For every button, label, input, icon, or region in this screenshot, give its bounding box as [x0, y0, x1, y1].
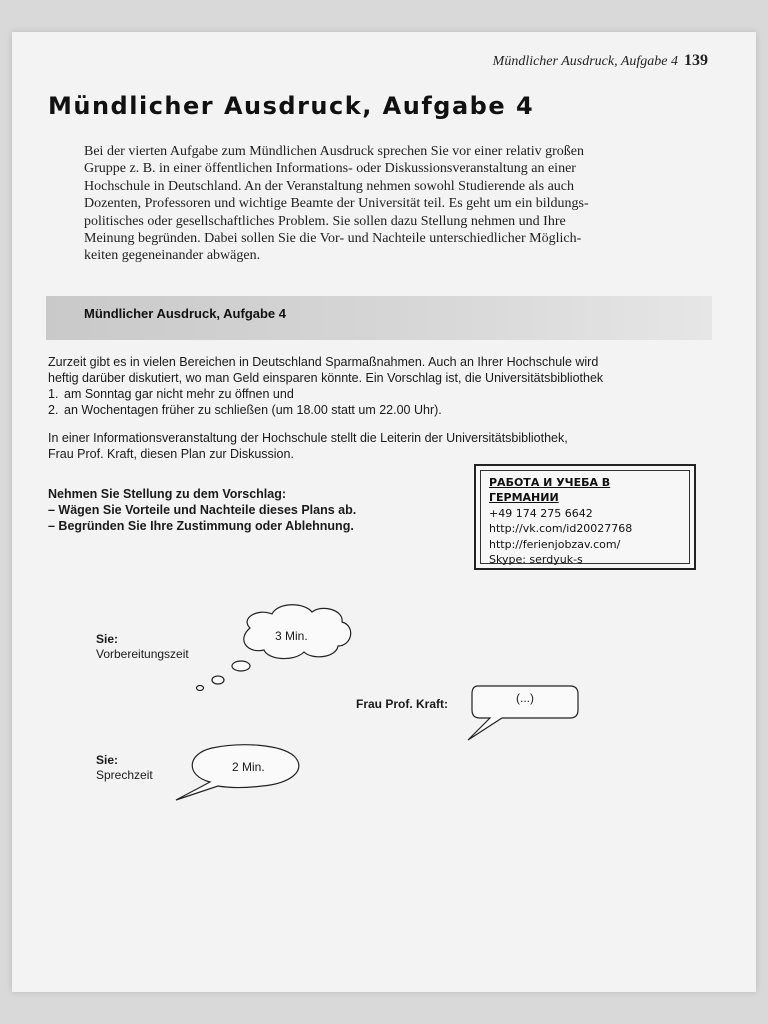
stamp-vk-link[interactable]: http://vk.com/id20027768 [489, 522, 633, 536]
prep-phase: Vorbereitungszeit [96, 647, 189, 661]
intro-line: keiten gegeneinander abwägen. [84, 248, 261, 264]
running-title: Mündlicher Ausdruck, Aufgabe 4 [492, 54, 678, 69]
intro-line: Gruppe z. B. in einer öffentlichen Informations- oder Diskussionsveranstaltung an einer [84, 161, 576, 177]
prep-time-text: 3 Min. [275, 629, 308, 643]
task-line: heftig darüber diskutiert, wo man Geld einsparen könnte. Ein Vorschlag ist, die Universitätsbibliothek [48, 371, 604, 385]
stamp-skype: Skype: serdyuk-s [489, 553, 583, 567]
stamp-site-link[interactable]: http://ferienjobzav.com/ [489, 537, 621, 551]
intro-line: Bei der vierten Aufgabe zum Mündlichen Ausdruck sprechen Sie vor einer relativ großen [84, 144, 584, 159]
task-line: In einer Informationsveranstaltung der Hochschule stellt die Leiterin der Universitätsbibliothek, [48, 431, 568, 445]
thought-dot [232, 661, 250, 671]
list-number: 2. [48, 403, 59, 417]
prep-label [96, 632, 189, 662]
speak-label [96, 753, 153, 783]
speak-speaker: Sie: [96, 753, 119, 767]
list-number: 1. [48, 387, 59, 401]
speak-phase: Sprechzeit [96, 768, 153, 782]
prep-speaker: Sie: [96, 632, 119, 646]
speak-time-text: 2 Min. [232, 760, 265, 774]
intro-line: Dozenten, Professoren und wichtige Beamte der Universität teil. Es geht um ein bildungs- [84, 196, 589, 212]
list-text: an Wochentagen früher zu schließen (um 18.00 statt um 22.00 Uhr). [64, 403, 442, 417]
stamp-title: РАБОТА И УЧЕБА В ГЕРМАНИИ [489, 476, 611, 505]
instruction-line: – Wägen Sie Vorteile und Nachteile dieses Plans ab. [48, 503, 357, 517]
task-line: Frau Prof. Kraft, diesen Plan zur Diskussion. [48, 447, 294, 461]
task-line: Zurzeit gibt es in vielen Bereichen in Deutschland Sparmaßnahmen. Auch an Ihrer Hochschule wird [48, 355, 599, 369]
intro-line: Meinung begründen. Dabei sollen Sie die Vor- und Nachteile unterschiedlicher Möglich- [84, 231, 582, 247]
kraft-speech-text: (...) [516, 691, 534, 705]
list-text: am Sonntag gar nicht mehr zu öffnen und [64, 387, 294, 401]
intro-line: politisches oder gesellschaftliches Problem. Sie sollen dazu Stellung nehmen und Ihre [84, 213, 566, 229]
thought-dot [197, 686, 204, 691]
instruction-line: Nehmen Sie Stellung zu dem Vorschlag: [48, 487, 287, 501]
thought-dot [212, 676, 224, 684]
page-title: Mündlicher Ausdruck, Aufgabe 4 [48, 92, 535, 120]
page-number: 139 [684, 52, 708, 69]
intro-line: Hochschule in Deutschland. An der Veranstaltung nehmen sowohl Studierende als auch [84, 178, 575, 194]
instruction-line: – Begründen Sie Ihre Zustimmung oder Ablehnung. [48, 519, 354, 533]
kraft-label: Frau Prof. Kraft: [356, 697, 449, 711]
stamp-phone: +49 174 275 6642 [489, 506, 593, 520]
task-title: Mündlicher Ausdruck, Aufgabe 4 [84, 306, 287, 321]
